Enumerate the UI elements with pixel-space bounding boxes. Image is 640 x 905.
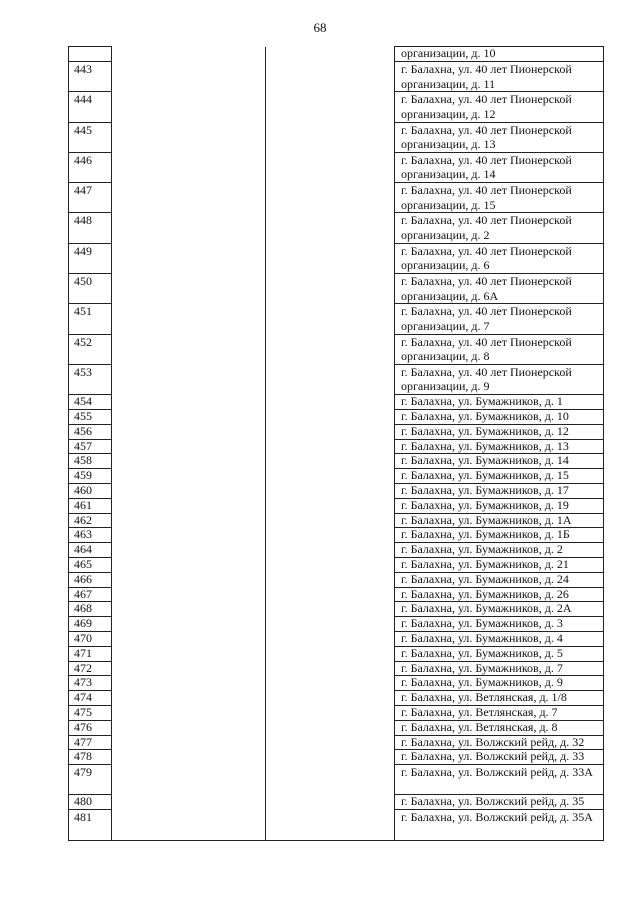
row-number: 453 [69, 364, 112, 394]
empty-cell [112, 706, 266, 721]
address-cell: г. Балахна, ул. Волжский рейд, д. 33А [395, 765, 604, 795]
table-row [69, 720, 604, 735]
address-cell: г. Балахна, ул. Бумажников, д. 19 [395, 498, 604, 513]
table-row [69, 810, 604, 840]
empty-cell [266, 706, 395, 721]
row-number: 469 [69, 617, 112, 632]
empty-cell [112, 62, 266, 92]
empty-cell [266, 410, 395, 425]
row-number: 452 [69, 334, 112, 364]
table-row [69, 558, 604, 573]
address-cell: г. Балахна, ул. 40 лет Пионерской организации, д. 14 [395, 152, 604, 182]
address-cell: г. Балахна, ул. Бумажников, д. 26 [395, 587, 604, 602]
row-number: 450 [69, 274, 112, 304]
row-number: 464 [69, 543, 112, 558]
address-cell: г. Балахна, ул. Бумажников, д. 2А [395, 602, 604, 617]
table-row [69, 543, 604, 558]
empty-cell [112, 765, 266, 795]
empty-cell [112, 795, 266, 810]
empty-cell [112, 572, 266, 587]
row-number: 462 [69, 513, 112, 528]
empty-cell [266, 632, 395, 647]
row-number: 470 [69, 632, 112, 647]
row-number: 463 [69, 528, 112, 543]
empty-cell [266, 558, 395, 573]
row-number: 459 [69, 469, 112, 484]
address-cell: г. Балахна, ул. 40 лет Пионерской организации, д. 12 [395, 92, 604, 122]
empty-cell [112, 676, 266, 691]
address-cell: г. Балахна, ул. Бумажников, д. 10 [395, 410, 604, 425]
empty-cell [112, 454, 266, 469]
empty-cell [112, 632, 266, 647]
empty-cell [112, 543, 266, 558]
table-row [69, 587, 604, 602]
empty-cell [112, 122, 266, 152]
empty-cell [266, 395, 395, 410]
empty-cell [266, 364, 395, 394]
empty-cell [112, 735, 266, 750]
table-row [69, 410, 604, 425]
empty-cell [112, 152, 266, 182]
address-cell: г. Балахна, ул. 40 лет Пионерской организации, д. 11 [395, 62, 604, 92]
row-number: 444 [69, 92, 112, 122]
table-row [69, 632, 604, 647]
address-cell: г. Балахна, ул. Волжский рейд, д. 33 [395, 750, 604, 765]
address-cell: г. Балахна, ул. 40 лет Пионерской организации, д. 6А [395, 274, 604, 304]
address-cell: г. Балахна, ул. Бумажников, д. 13 [395, 439, 604, 454]
empty-cell [112, 243, 266, 273]
table-row [69, 528, 604, 543]
empty-cell [266, 617, 395, 632]
empty-cell [266, 47, 395, 62]
empty-cell [112, 750, 266, 765]
empty-cell [266, 454, 395, 469]
row-number: 476 [69, 720, 112, 735]
address-cell: г. Балахна, ул. 40 лет Пионерской организации, д. 9 [395, 364, 604, 394]
row-number: 479 [69, 765, 112, 795]
row-number: 480 [69, 795, 112, 810]
table-row [69, 572, 604, 587]
table-row [69, 498, 604, 513]
row-number: 457 [69, 439, 112, 454]
empty-cell [266, 183, 395, 213]
empty-cell [266, 92, 395, 122]
address-cell: г. Балахна, ул. Ветлянская, д. 1/8 [395, 691, 604, 706]
address-cell: г. Балахна, ул. Бумажников, д. 15 [395, 469, 604, 484]
empty-cell [112, 646, 266, 661]
address-cell: г. Балахна, ул. Бумажников, д. 21 [395, 558, 604, 573]
row-number: 467 [69, 587, 112, 602]
address-cell: г. Балахна, ул. Бумажников, д. 17 [395, 484, 604, 499]
table-row [69, 454, 604, 469]
table-row [69, 213, 604, 243]
empty-cell [112, 183, 266, 213]
empty-cell [266, 646, 395, 661]
table-row [69, 661, 604, 676]
table-row [69, 513, 604, 528]
empty-cell [112, 364, 266, 394]
address-cell: г. Балахна, ул. Бумажников, д. 3 [395, 617, 604, 632]
row-number: 466 [69, 572, 112, 587]
empty-cell [112, 720, 266, 735]
row-number: 460 [69, 484, 112, 499]
empty-cell [266, 484, 395, 499]
row-number: 456 [69, 424, 112, 439]
empty-cell [266, 602, 395, 617]
table-row [69, 735, 604, 750]
row-number: 481 [69, 810, 112, 840]
page-number: 68 [313, 20, 327, 35]
empty-cell [266, 528, 395, 543]
empty-cell [266, 424, 395, 439]
row-number: 446 [69, 152, 112, 182]
table-row [69, 646, 604, 661]
empty-cell [112, 810, 266, 840]
empty-cell [266, 810, 395, 840]
address-cell: г. Балахна, ул. Бумажников, д. 1А [395, 513, 604, 528]
table-row [69, 47, 604, 62]
empty-cell [112, 528, 266, 543]
table-row [69, 439, 604, 454]
address-cell: г. Балахна, ул. Бумажников, д. 1Б [395, 528, 604, 543]
address-cell: г. Балахна, ул. Бумажников, д. 7 [395, 661, 604, 676]
address-cell: г. Балахна, ул. Волжский рейд, д. 35 [395, 795, 604, 810]
empty-cell [266, 661, 395, 676]
row-number: 477 [69, 735, 112, 750]
table-row [69, 795, 604, 810]
table-row [69, 691, 604, 706]
table-row [69, 183, 604, 213]
row-number: 448 [69, 213, 112, 243]
address-cell: г. Балахна, ул. Бумажников, д. 9 [395, 676, 604, 691]
row-number: 451 [69, 304, 112, 334]
empty-cell [112, 274, 266, 304]
address-cell: г. Балахна, ул. 40 лет Пионерской организации, д. 15 [395, 183, 604, 213]
address-cell: г. Балахна, ул. Бумажников, д. 24 [395, 572, 604, 587]
address-cell: организации, д. 10 [395, 47, 604, 62]
empty-cell [266, 62, 395, 92]
row-number: 461 [69, 498, 112, 513]
empty-cell [112, 304, 266, 334]
address-cell: г. Балахна, ул. 40 лет Пионерской организации, д. 6 [395, 243, 604, 273]
row-number: 465 [69, 558, 112, 573]
empty-cell [266, 513, 395, 528]
empty-cell [266, 152, 395, 182]
empty-cell [266, 795, 395, 810]
row-number: 458 [69, 454, 112, 469]
empty-cell [112, 424, 266, 439]
table-row [69, 122, 604, 152]
address-cell: г. Балахна, ул. Бумажников, д. 4 [395, 632, 604, 647]
address-cell: г. Балахна, ул. Ветлянская, д. 8 [395, 720, 604, 735]
row-number: 447 [69, 183, 112, 213]
table-row [69, 676, 604, 691]
address-cell: г. Балахна, ул. Бумажников, д. 5 [395, 646, 604, 661]
empty-cell [266, 676, 395, 691]
empty-cell [112, 484, 266, 499]
empty-cell [266, 572, 395, 587]
table-row [69, 424, 604, 439]
empty-cell [112, 334, 266, 364]
table-row [69, 92, 604, 122]
empty-cell [266, 691, 395, 706]
table-row [69, 274, 604, 304]
table-row [69, 617, 604, 632]
empty-cell [112, 558, 266, 573]
empty-cell [112, 395, 266, 410]
table-row [69, 243, 604, 273]
address-cell: г. Балахна, ул. Бумажников, д. 2 [395, 543, 604, 558]
address-cell: г. Балахна, ул. Волжский рейд, д. 32 [395, 735, 604, 750]
row-number: 472 [69, 661, 112, 676]
table-row [69, 706, 604, 721]
empty-cell [112, 602, 266, 617]
empty-cell [112, 213, 266, 243]
table-row [69, 765, 604, 795]
address-table [68, 46, 604, 841]
address-cell: г. Балахна, ул. 40 лет Пионерской организации, д. 13 [395, 122, 604, 152]
row-number: 449 [69, 243, 112, 273]
empty-cell [266, 498, 395, 513]
row-number: 478 [69, 750, 112, 765]
empty-cell [266, 765, 395, 795]
address-cell: г. Балахна, ул. 40 лет Пионерской организации, д. 2 [395, 213, 604, 243]
empty-cell [112, 661, 266, 676]
table-row [69, 395, 604, 410]
table-row [69, 484, 604, 499]
empty-cell [266, 439, 395, 454]
table-row [69, 469, 604, 484]
empty-cell [266, 274, 395, 304]
address-cell: г. Балахна, ул. 40 лет Пионерской организации, д. 7 [395, 304, 604, 334]
empty-cell [266, 304, 395, 334]
empty-cell [112, 47, 266, 62]
empty-cell [112, 92, 266, 122]
row-number: 471 [69, 646, 112, 661]
empty-cell [266, 213, 395, 243]
row-number: 455 [69, 410, 112, 425]
empty-cell [112, 498, 266, 513]
table-row [69, 304, 604, 334]
row-number: 468 [69, 602, 112, 617]
row-number: 454 [69, 395, 112, 410]
table-row [69, 364, 604, 394]
address-cell: г. Балахна, ул. Волжский рейд, д. 35А [395, 810, 604, 840]
empty-cell [112, 617, 266, 632]
row-number: 474 [69, 691, 112, 706]
row-number: 445 [69, 122, 112, 152]
address-cell: г. Балахна, ул. 40 лет Пионерской организации, д. 8 [395, 334, 604, 364]
address-cell: г. Балахна, ул. Бумажников, д. 1 [395, 395, 604, 410]
address-cell: г. Балахна, ул. Ветлянская, д. 7 [395, 706, 604, 721]
empty-cell [112, 691, 266, 706]
table-row [69, 62, 604, 92]
empty-cell [266, 122, 395, 152]
table-row [69, 750, 604, 765]
empty-cell [266, 334, 395, 364]
empty-cell [112, 439, 266, 454]
empty-cell [266, 587, 395, 602]
row-number: 443 [69, 62, 112, 92]
empty-cell [266, 735, 395, 750]
empty-cell [266, 720, 395, 735]
row-number: 473 [69, 676, 112, 691]
empty-cell [112, 410, 266, 425]
empty-cell [266, 543, 395, 558]
address-cell: г. Балахна, ул. Бумажников, д. 14 [395, 454, 604, 469]
table-row [69, 602, 604, 617]
empty-cell [112, 469, 266, 484]
address-cell: г. Балахна, ул. Бумажников, д. 12 [395, 424, 604, 439]
row-number [69, 47, 112, 62]
empty-cell [112, 587, 266, 602]
empty-cell [112, 513, 266, 528]
empty-cell [266, 469, 395, 484]
empty-cell [266, 750, 395, 765]
empty-cell [266, 243, 395, 273]
table-row [69, 334, 604, 364]
row-number: 475 [69, 706, 112, 721]
table-row [69, 152, 604, 182]
